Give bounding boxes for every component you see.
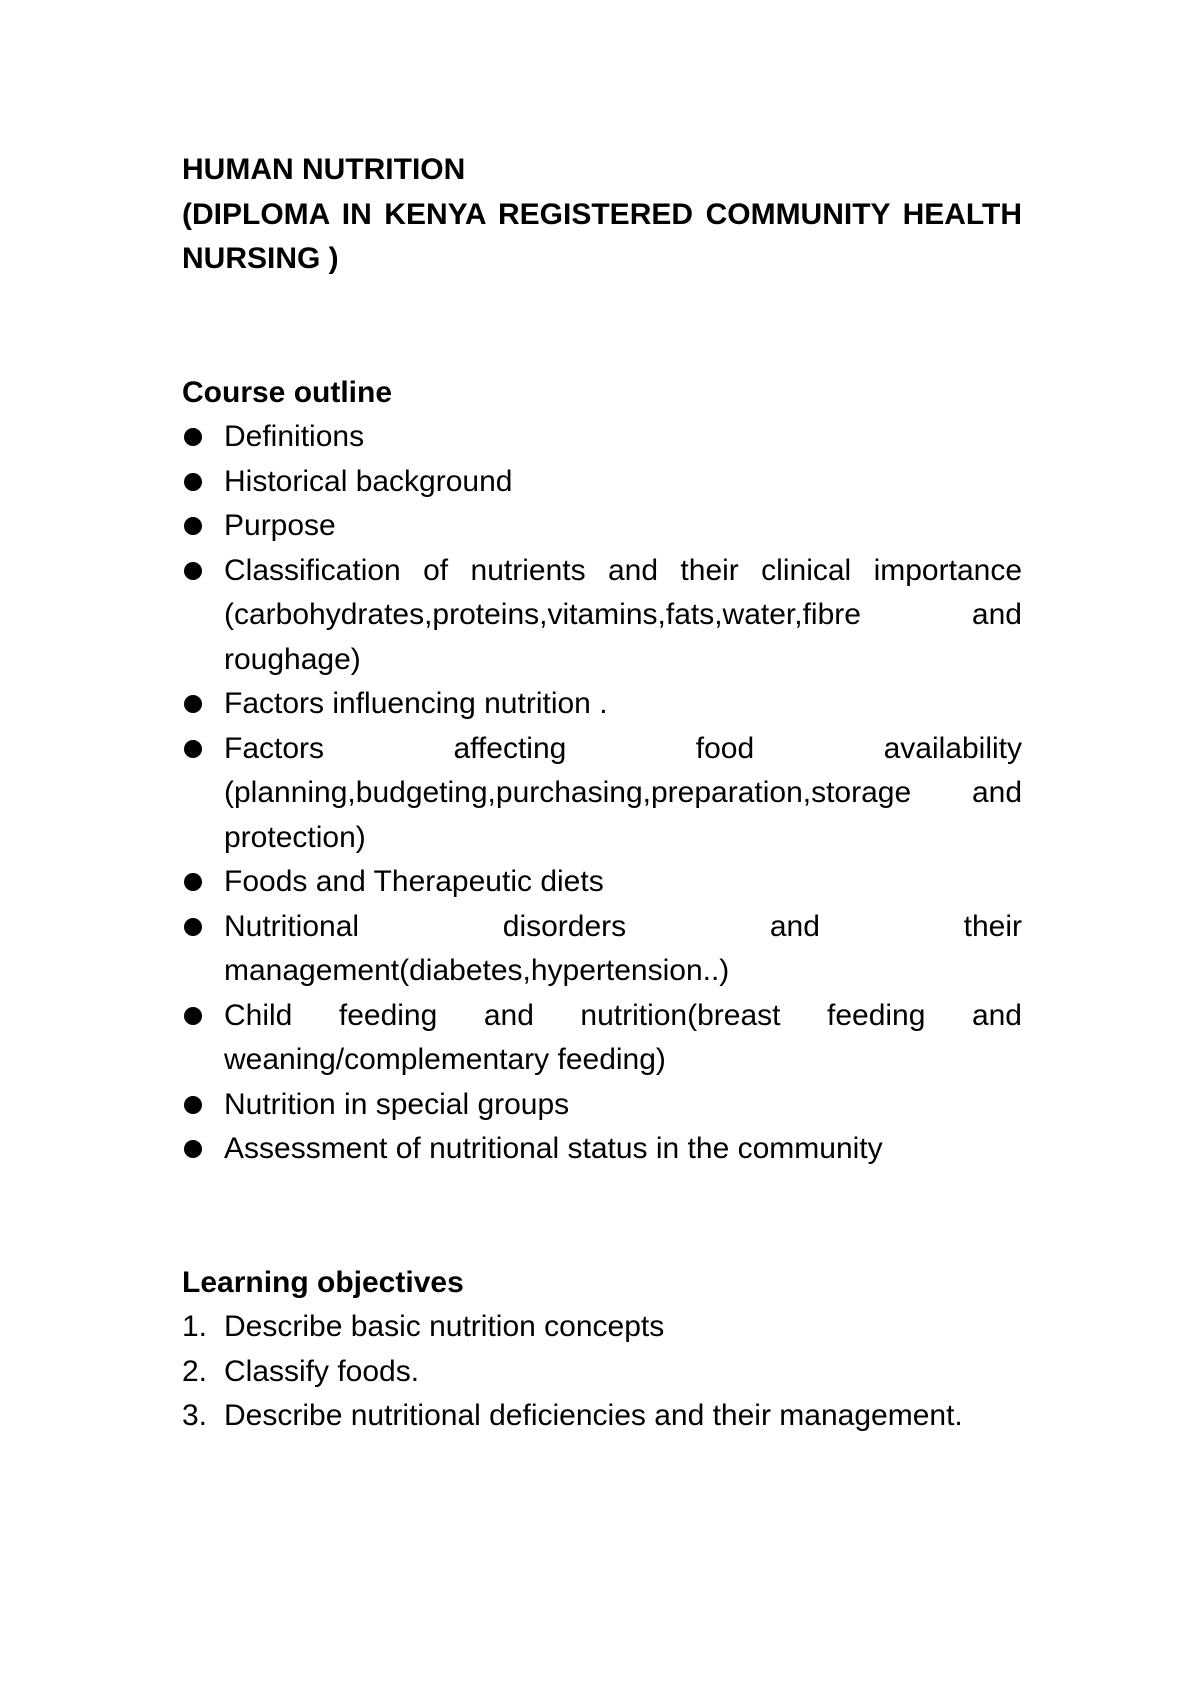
course-outline-list <box>182 415 1022 1172</box>
list-item-text: Factors influencing nutrition . <box>224 687 608 720</box>
learning-objectives-list <box>182 1305 1022 1439</box>
bullet-icon <box>184 1096 202 1114</box>
list-item-text: Purpose <box>224 509 336 542</box>
list-item-text: Definitions <box>224 420 365 453</box>
list-item-text: Nutrition in special groups <box>224 1087 570 1121</box>
list-item-number: 3. <box>182 1399 208 1432</box>
spacer <box>182 282 1022 371</box>
list-item-number: 1. <box>182 1310 208 1343</box>
list-item <box>182 905 1022 994</box>
list-item <box>182 860 1022 905</box>
list-item <box>182 504 1022 549</box>
course-outline-section <box>182 371 1022 1172</box>
list-item <box>182 415 1022 460</box>
list-item-text: Child feeding and nutrition(breast feeding and weaning/complementary feeding) <box>224 998 1022 1076</box>
document-title-block <box>182 148 1022 282</box>
document-page <box>182 148 1022 1439</box>
bullet-icon <box>184 695 202 713</box>
bullet-icon <box>184 517 202 535</box>
list-item <box>182 1083 1022 1128</box>
learning-objectives-heading: Learning objectives <box>182 1265 464 1299</box>
list-item <box>182 1350 1022 1395</box>
bullet-icon <box>184 428 202 446</box>
list-item-text: Assessment of nutritional status in the community <box>224 1132 883 1165</box>
bullet-icon <box>184 562 202 580</box>
bullet-icon <box>184 1140 202 1158</box>
bullet-icon <box>184 473 202 491</box>
list-item <box>182 682 1022 727</box>
course-outline-heading: Course outline <box>182 375 393 409</box>
bullet-icon <box>184 1007 202 1025</box>
list-item <box>182 549 1022 683</box>
list-item <box>182 727 1022 861</box>
list-item-text: Factors affecting food availability (planning,budgeting,purchasing,preparation,storage and protection) <box>224 731 1022 854</box>
list-item-text: Historical background <box>224 464 513 498</box>
list-item-text: Nutritional disorders and their management(diabetes,hypertension..) <box>224 909 1022 987</box>
list-item <box>182 1394 1022 1439</box>
list-item-text: Classification of nutrients and their clinical importance (carbohydrates,proteins,vitamins,fats,water,fibre and roughage) <box>224 553 1022 676</box>
list-item-text: Describe basic nutrition concepts <box>224 1310 665 1343</box>
document-subtitle: (DIPLOMA IN KENYA REGISTERED COMMUNITY HEALTH NURSING ) <box>182 197 1022 275</box>
list-item <box>182 1127 1022 1172</box>
bullet-icon <box>184 918 202 936</box>
spacer <box>182 1172 1022 1261</box>
bullet-icon <box>184 740 202 758</box>
list-item-text: Classify foods. <box>224 1354 420 1388</box>
list-item-number: 2. <box>182 1354 208 1388</box>
list-item-text: Describe nutritional deficiencies and their management. <box>224 1399 963 1432</box>
list-item <box>182 994 1022 1083</box>
bullet-icon <box>184 873 202 891</box>
list-item-text: Foods and Therapeutic diets <box>224 865 604 898</box>
document-title: HUMAN NUTRITION <box>182 153 466 186</box>
list-item <box>182 460 1022 505</box>
list-item <box>182 1305 1022 1350</box>
learning-objectives-section <box>182 1261 1022 1439</box>
